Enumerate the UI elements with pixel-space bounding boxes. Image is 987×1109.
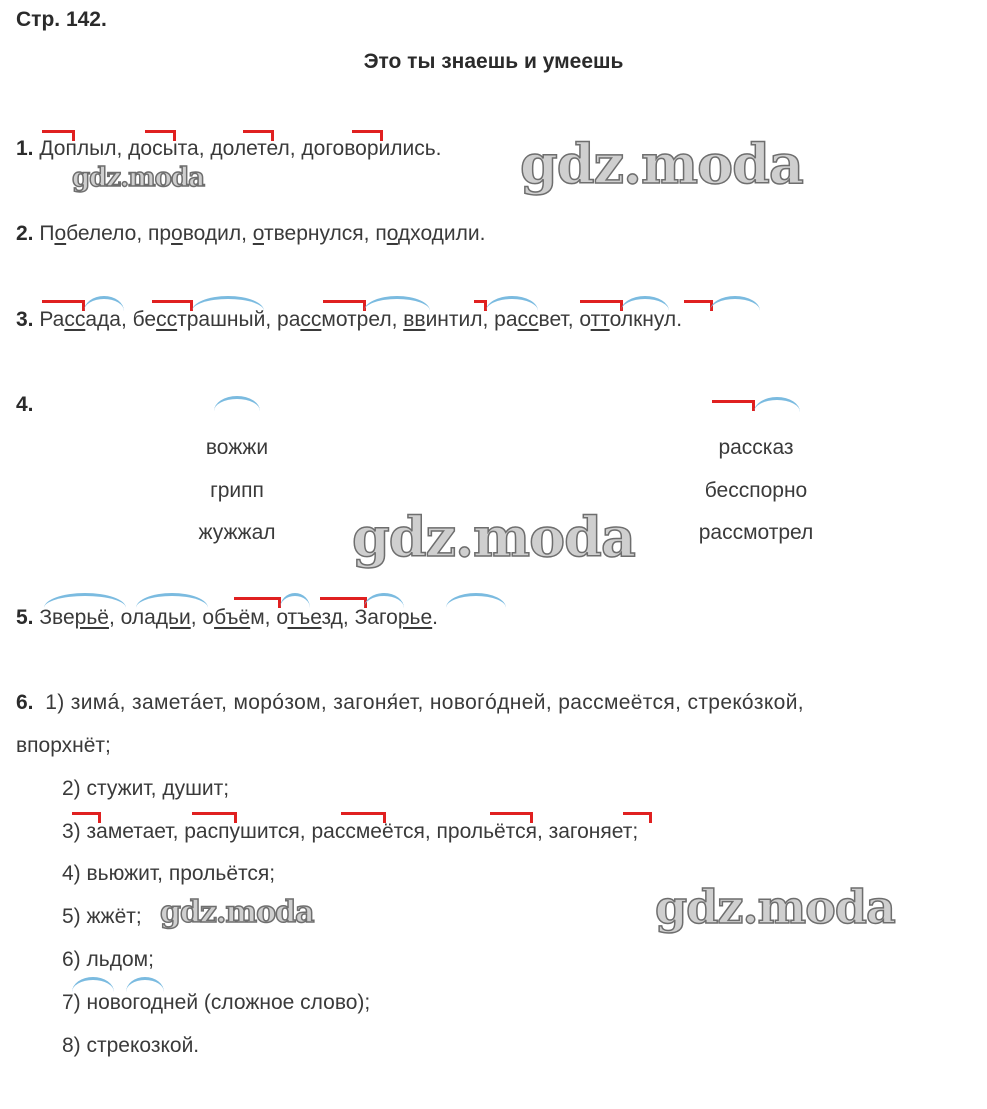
task-text: вет, о (538, 308, 591, 331)
underlined-letters: рьё (74, 606, 109, 629)
root-mark (126, 977, 164, 992)
task-text: долетел, (210, 137, 302, 160)
task-text: водил, (182, 222, 253, 245)
task-text: договорились. (301, 137, 442, 160)
underlined-letters: тт (590, 308, 610, 331)
task-1 (16, 137, 442, 161)
underlined-letters: рье (397, 606, 433, 629)
task-6-item: 2) стужит, душит; (62, 777, 230, 800)
underlined-letters: сс (517, 308, 539, 331)
word-right: рассмотрел (698, 521, 814, 544)
task-text: интил, ра (425, 308, 518, 331)
task-text: твернулся, п (264, 222, 387, 245)
task-6-line-1 (16, 691, 972, 715)
word-left: жужжал (198, 521, 276, 544)
task-text: трашный, ра (177, 308, 301, 331)
task-number: 6. (16, 691, 34, 714)
task-4 (16, 393, 34, 417)
root-mark (446, 593, 506, 608)
root-mark (72, 977, 114, 992)
task-6-item: 3) заметает, распушится, рассмеётся, прольётся, загоняет; (62, 820, 639, 843)
task-text: зд, Заго (321, 606, 398, 629)
root-mark (214, 396, 260, 411)
word-right: рассказ (718, 436, 794, 459)
underlined-letters: бъё (214, 606, 251, 629)
watermark-logo: gdz.moda (352, 505, 635, 569)
task-text: , ола (108, 606, 156, 629)
root-mark (710, 296, 760, 311)
task-number: 4. (16, 393, 34, 416)
task-text: Зве (33, 606, 75, 629)
task-text: , о (190, 606, 215, 629)
underlined-letter: о (171, 222, 183, 245)
task-number: 5. (16, 606, 34, 629)
task-3 (16, 308, 682, 332)
task-5 (16, 606, 438, 630)
task-2 (16, 222, 485, 246)
task-text: 1) зимá, заметáет, морóзом, загоня́ет, новогóдней, рассмеётся, стрекóзкой, (45, 691, 804, 714)
underlined-letters: тъе (287, 606, 322, 629)
task-6-item: 7) новогодней (сложное слово); (62, 991, 371, 1014)
root-mark (754, 397, 800, 412)
task-number: 1. (16, 137, 34, 160)
underlined-letters: сс (64, 308, 86, 331)
task-number: 2. (16, 222, 34, 245)
task-6-item: 6) льдом; (62, 948, 154, 971)
task-text: . (432, 606, 439, 629)
prefix-mark (712, 400, 755, 411)
task-text: П (33, 222, 55, 245)
underlined-letter: о (252, 222, 264, 245)
watermark-logo: gdz.moda (72, 163, 205, 193)
underlined-letters: дьи (155, 606, 191, 629)
underlined-letters: сс (156, 308, 178, 331)
task-text: досыта, (128, 137, 211, 160)
task-text: мотрел, (321, 308, 404, 331)
watermark-logo: gdz.moda (160, 895, 314, 930)
task-text: дходили. (397, 222, 486, 245)
task-text: олкнул. (609, 308, 683, 331)
watermark-logo: gdz.moda (655, 880, 895, 934)
task-6-item: 8) стрекозкой. (62, 1034, 200, 1057)
underlined-letters: сс (300, 308, 322, 331)
word-right: бесспорно (704, 479, 808, 502)
page-label: Стр. 142. (16, 8, 107, 31)
task-6-line-1b: впорхнёт; (16, 734, 111, 757)
task-text: Ра (33, 308, 65, 331)
word-left: грипп (210, 479, 264, 502)
task-text: Доплыл, (33, 137, 129, 160)
underlined-letters: вв (403, 308, 426, 331)
page-title: Это ты знаешь и умеешь (363, 50, 624, 73)
task-text: м, о (250, 606, 288, 629)
task-6-item: 4) вьюжит, прольётся; (62, 862, 276, 885)
task-text: белело, пр (66, 222, 172, 245)
underlined-letter: о (54, 222, 67, 245)
prefix-mark (684, 300, 713, 311)
word-left: вожжи (205, 436, 269, 459)
underlined-letter: о (386, 222, 398, 245)
task-6-item: 5) жжёт; (62, 905, 142, 928)
task-text: ада, бе (85, 308, 157, 331)
watermark-logo: gdz.moda (520, 132, 803, 196)
task-number: 3. (16, 308, 34, 331)
